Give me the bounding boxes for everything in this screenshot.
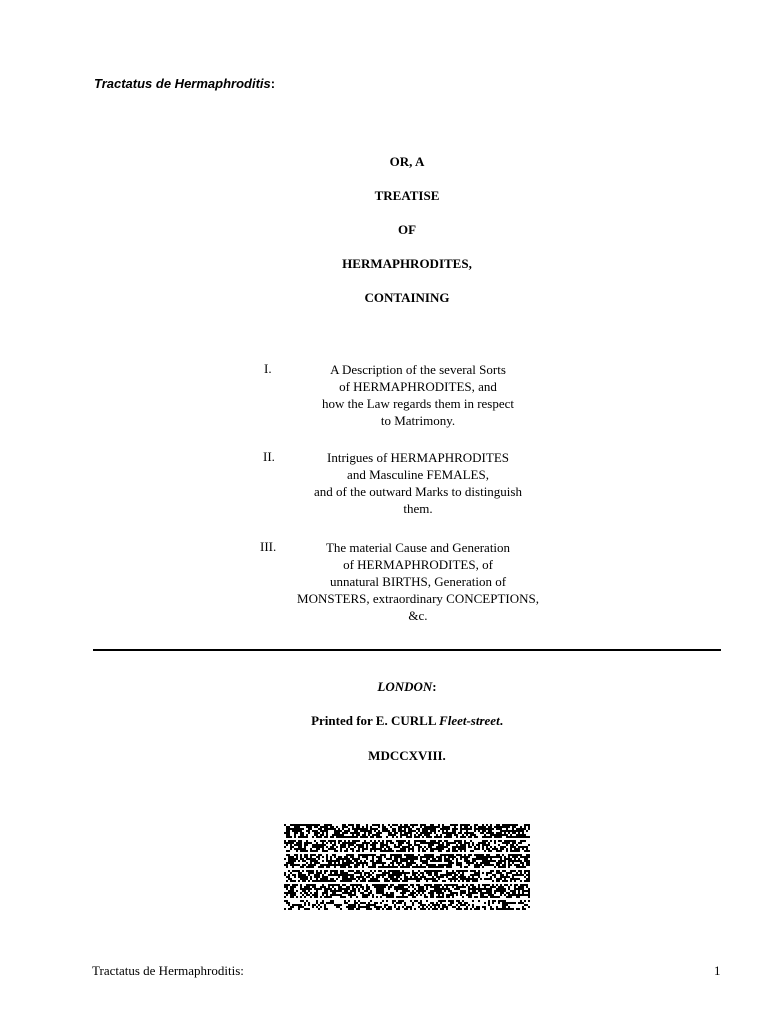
contents-item-1-line: to Matrimony.	[380, 413, 456, 428]
contents-item-3-line: unnatural BIRTHS, Generation of	[329, 574, 507, 589]
printer-ornament-image	[284, 822, 532, 910]
title-line-of: OF	[397, 222, 417, 237]
title-line-treatise: TREATISE	[374, 188, 440, 203]
contents-item-3-line: of HERMAPHRODITES, of	[343, 557, 493, 572]
contents-item-2-text	[268, 449, 568, 517]
header-title-colon: :	[270, 76, 276, 91]
contents-item-3-line: The material Cause and Generation	[325, 540, 511, 555]
horizontal-rule	[93, 649, 721, 651]
contents-item-3-text	[268, 539, 568, 624]
contents-item-2-line: and Masculine FEMALES,	[347, 467, 489, 482]
contents-item-3-number: III.	[260, 539, 277, 554]
contents-item-1-line: how the Law regards them in respect	[321, 396, 515, 411]
title-line-containing: CONTAINING	[364, 290, 450, 305]
contents-item-1-line: of HERMAPHRODITES, and	[339, 379, 497, 394]
imprint-city-name: LONDON	[377, 679, 433, 694]
running-header-title	[94, 76, 275, 91]
contents-item-2-line: Intrigues of HERMAPHRODITES	[327, 450, 509, 465]
footer-title: Tractatus de Hermaphroditis:	[92, 963, 244, 978]
imprint-city	[0, 679, 768, 695]
title-line-hermaphrodites: HERMAPHRODITES,	[342, 256, 472, 271]
header-title-text: Tractatus de Hermaphroditis	[94, 76, 271, 91]
imprint-printed-for	[0, 713, 768, 729]
contents-item-2-number: II.	[263, 449, 275, 464]
contents-item-1-text	[268, 361, 568, 429]
title-line-or-a: OR, A	[389, 154, 425, 169]
imprint-period: .	[499, 713, 503, 728]
contents-item-3-line: &c.	[408, 608, 428, 623]
imprint-year: MDCCXVIII.	[368, 748, 446, 763]
imprint-printer: Printed for E. CURLL	[311, 713, 440, 728]
contents-item-1-line: A Description of the several Sorts	[330, 362, 506, 377]
contents-item-2-line: them.	[403, 501, 433, 516]
page-number: 1	[714, 963, 721, 978]
contents-item-1-number: I.	[264, 361, 272, 376]
imprint-city-colon: :	[432, 679, 437, 694]
contents-item-3-line: MONSTERS, extraordinary CONCEPTIONS,	[297, 591, 539, 606]
imprint-place: Fleet-street	[439, 713, 500, 728]
contents-item-2-line: and of the outward Marks to distinguish	[314, 484, 522, 499]
